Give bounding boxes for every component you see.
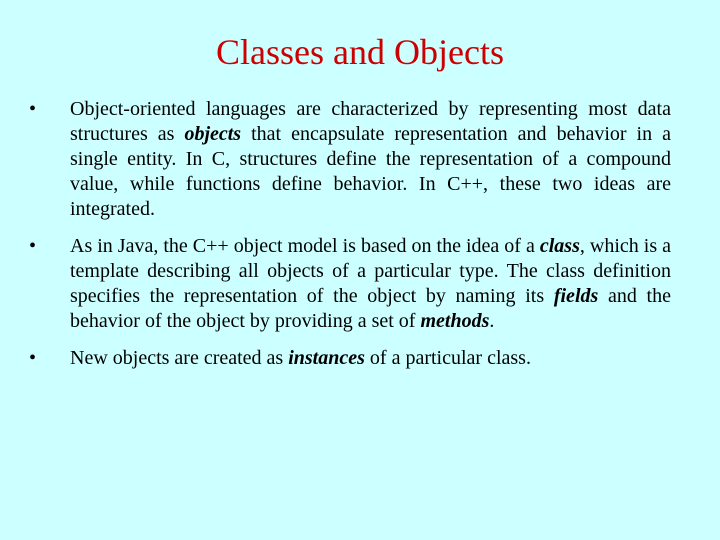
key-term: class (539, 235, 580, 257)
slide-title: Classes and Objects (216, 32, 504, 72)
key-term: instances (288, 347, 365, 369)
text-run: New objects are created as (70, 347, 289, 369)
text-run: Object-oriented languages are characterized by representing most data structures as (70, 98, 671, 145)
bullet-text (70, 97, 671, 222)
bullet-icon: • (29, 347, 37, 369)
bullet-item (0, 97, 720, 222)
bullet-item (0, 234, 720, 334)
bullet-icon: • (29, 235, 37, 257)
bullet-text (70, 234, 671, 334)
key-term: methods (420, 310, 490, 332)
bullet-list (0, 97, 720, 383)
text-run: , which is a template describing all objects of a particular type. The class definition specifies the representation of the object by naming its (70, 235, 672, 307)
key-term: objects (184, 123, 242, 145)
bullet-icon: • (29, 98, 37, 120)
text-run: and the behavior of the object by providing a set of (70, 285, 671, 332)
text-run: As in Java, the C++ object model is based on the idea of a (70, 235, 540, 257)
bullet-item (0, 346, 720, 371)
text-run: that encapsulate representation and behavior in a single entity. In C, structures define the representation of a compound value, while functions define behavior. In C++, these two ideas are integrated. (70, 123, 671, 220)
key-term: fields (553, 285, 599, 307)
bullet-text (70, 346, 671, 371)
text-run: . (489, 310, 495, 332)
text-run: of a particular class. (364, 347, 531, 369)
